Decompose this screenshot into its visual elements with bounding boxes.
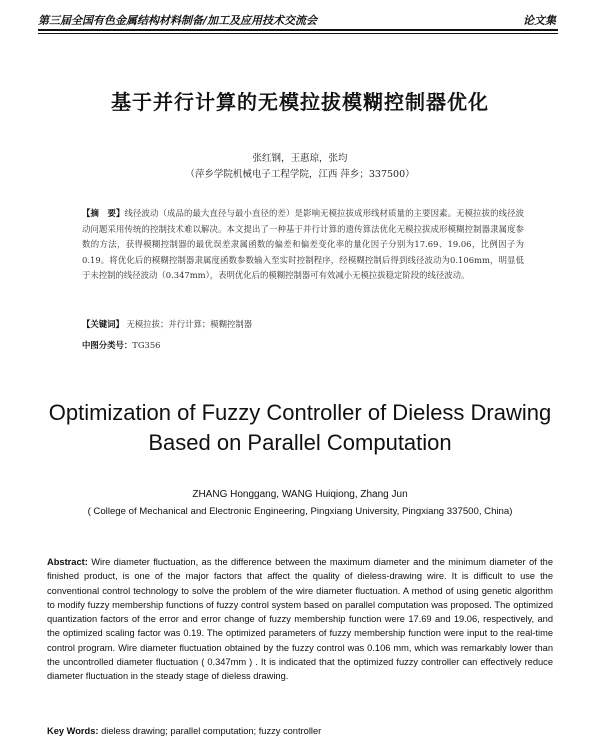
english-title-line-1: Optimization of Fuzzy Controller of Dieless Drawing <box>48 400 552 425</box>
english-abstract-text: Wire diameter fluctuation, as the difference between the maximum diameter and the minimum diameter of the finished product, is one of the major factors that affect the quality of dieless-drawing wire. It is difficult to use the conventional control technology to solve the problem of the wire diameter fluctuation. A method of using genetic algorithm to modify fuzzy membership functions of fuzzy control system based on parallel computation was proposed. The optimized quantization factors of the error and error change of fuzzy membership function were 17.69 and 19.06, respectively, and the optimized scaling factor was 0.19. The optimized parameters of fuzzy membership function were input to the real-time control program. Wire diameter fluctuation obtained by the fuzzy control was 0.106 mm, which was remarkably lower than the uncontrolled diameter fluctuation ( 0.347mm ) . It is indicated that the optimized fuzzy controller can effectively reduce diameter fluctuation in the steady stage of dieless drawing. <box>47 557 553 682</box>
chinese-abstract-text: 线径波动（成品的最大直径与最小直径的差）是影响无模拉拔成形线材质量的主要因素。无模拉拔的线径波动问题采用传统的控制技术难以解决。本文提出了一种基于并行计算的遗传算法优化无模拉拔成形模糊控制器隶属度参数的方法，获得模糊控制器的最优误差隶属函数的偏差和偏差变化率的量化因子分别为17.69、19.06，比例因子为0.19。将优化后的模糊控制器隶属度函数参数输入至实时控制程序，经模糊控制后得到线径波动为0.106mm，明显低于未控制的线径波动（0.347mm），表明优化后的模糊控制器可有效减小无模拉拔稳定阶段的线径波动。 <box>82 208 524 281</box>
english-keywords-label: Key Words: <box>47 726 99 736</box>
classification-label: 中图分类号： <box>82 340 133 350</box>
chinese-keywords <box>82 318 524 330</box>
chinese-title: 基于并行计算的无模拉拔模糊控制器优化 <box>111 90 489 114</box>
english-abstract <box>47 555 553 684</box>
header-rule-thin <box>38 33 558 34</box>
chinese-abstract <box>82 206 524 284</box>
chinese-affiliation: （萍乡学院机械电子工程学院，江西 萍乡；337500） <box>185 169 415 180</box>
header-conference-title: 第三届全国有色金属结构材料制备/加工及应用技术交流会 <box>38 14 318 27</box>
english-title-line-2: Based on Parallel Computation <box>148 430 452 455</box>
chinese-classification <box>82 339 524 351</box>
english-keywords <box>47 726 553 736</box>
header-rule-thick <box>38 29 558 31</box>
header-section-label: 论文集 <box>523 14 556 27</box>
english-keywords-text: dieless drawing; parallel computation; fuzzy controller <box>98 726 322 736</box>
running-header <box>38 10 556 28</box>
chinese-abstract-label: 【摘 要】 <box>82 208 125 218</box>
english-affiliation: ( College of Mechanical and Electronic Engineering, Pingxiang University, Pingxiang 337500, China) <box>87 506 513 517</box>
chinese-keywords-label: 【关键词】 <box>82 319 124 329</box>
english-authors: ZHANG Honggang, WANG Huiqiong, Zhang Jun <box>192 489 408 500</box>
english-title <box>0 398 600 458</box>
english-abstract-label: Abstract: <box>47 557 88 567</box>
chinese-authors: 张红钢，王惠琼，张均 <box>252 153 348 164</box>
chinese-keywords-text: 无模拉拔；并行计算；模糊控制器 <box>126 319 253 329</box>
classification-code: TG356 <box>132 340 161 350</box>
